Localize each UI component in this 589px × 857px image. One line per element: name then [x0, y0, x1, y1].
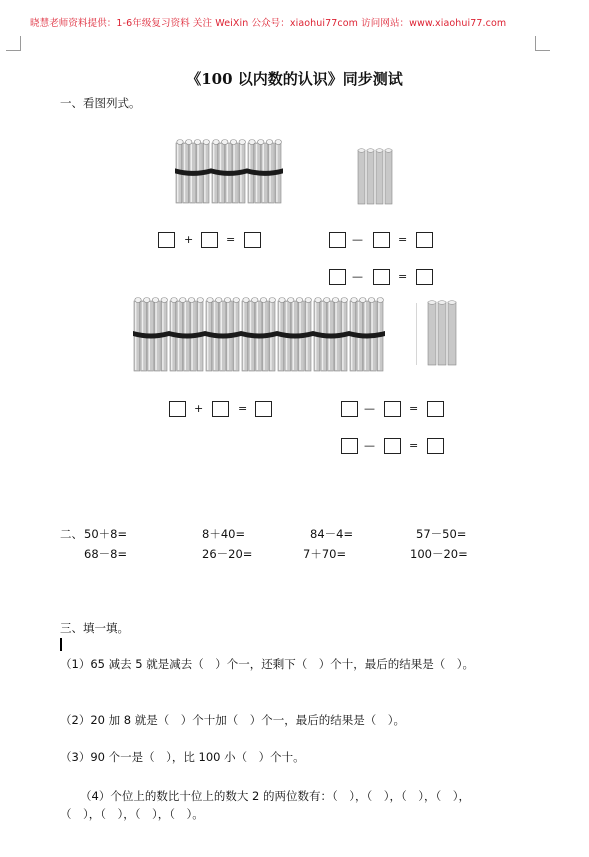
equals-sign: = — [226, 233, 236, 246]
answer-box[interactable] — [384, 401, 401, 417]
question-3: （3）90 个一是（ ），比 100 小（ ）个十。 — [60, 750, 305, 764]
question-4-line1: （4）个位上的数比十位上的数大 2 的两位数有：（ ），（ ），（ ），（ ）， — [80, 789, 470, 803]
calc-item: 8＋40= — [202, 527, 246, 541]
crop-mark-right — [535, 36, 550, 51]
single-stick — [358, 149, 365, 204]
single-stick — [448, 301, 456, 365]
header-watermark: 晓慧老师资料提供：1-6年级复习资料 关注 WeiXin 公众号：xiaohui77com 访问网站：www.xiaohui77.com — [30, 18, 507, 29]
answer-box[interactable] — [255, 401, 272, 417]
question-4-line2: （ ），（ ），（ ），（ ）。 — [60, 807, 204, 821]
equals-sign: = — [238, 402, 248, 415]
answer-box[interactable] — [169, 401, 186, 417]
equals-sign: = — [409, 402, 419, 415]
divider — [416, 303, 417, 365]
equals-sign: = — [398, 270, 408, 283]
sticks-graphic-3 — [427, 300, 457, 366]
stick-bundle — [247, 140, 283, 204]
calc-item: 68－8= — [84, 547, 128, 561]
stick-bundle — [241, 298, 277, 372]
equals-sign: = — [398, 233, 408, 246]
stick-bundle — [175, 140, 211, 204]
answer-box[interactable] — [341, 401, 358, 417]
minus-sign: — — [352, 233, 363, 246]
answer-box[interactable] — [373, 269, 390, 285]
stick-bundle — [169, 298, 205, 372]
answer-box[interactable] — [427, 438, 444, 454]
page-title: 《100 以内数的认识》同步测试 — [186, 70, 403, 88]
answer-box[interactable] — [201, 232, 218, 248]
bundle-group-row2 — [133, 296, 385, 372]
stick-bundle — [313, 298, 349, 372]
sticks-group-row2 — [427, 300, 457, 366]
section2-heading: 二、 — [60, 527, 83, 541]
plus-sign: + — [194, 402, 204, 415]
calc-item: 100－20= — [410, 547, 468, 561]
answer-box[interactable] — [416, 232, 433, 248]
answer-box[interactable] — [329, 232, 346, 248]
answer-box[interactable] — [427, 401, 444, 417]
plus-sign: + — [184, 233, 194, 246]
stick-bundle — [277, 298, 313, 372]
answer-box[interactable] — [329, 269, 346, 285]
answer-box[interactable] — [244, 232, 261, 248]
calc-item: 50＋8= — [84, 527, 128, 541]
stick-bundle — [205, 298, 241, 372]
minus-sign: — — [364, 402, 375, 415]
single-stick — [438, 301, 446, 365]
text-cursor — [60, 638, 62, 651]
answer-box[interactable] — [416, 269, 433, 285]
question-1: （1）65 减去 5 就是减去（ ）个一，还剩下（ ）个十，最后的结果是（ ）。 — [60, 657, 474, 671]
bundle-group-row1 — [175, 138, 285, 204]
answer-box[interactable] — [384, 438, 401, 454]
crop-mark-left — [6, 36, 21, 51]
minus-sign: — — [364, 439, 375, 452]
stick-bundle — [211, 140, 247, 204]
bundle-graphic-3 — [175, 138, 285, 204]
stick-bundle — [133, 298, 169, 372]
sticks-graphic-4 — [357, 148, 393, 205]
single-stick — [428, 301, 436, 365]
single-stick — [367, 149, 374, 204]
answer-box[interactable] — [158, 232, 175, 248]
single-stick — [385, 149, 392, 204]
calc-item: 84－4= — [310, 527, 354, 541]
minus-sign: — — [352, 270, 363, 283]
calc-item: 57－50= — [416, 527, 467, 541]
answer-box[interactable] — [373, 232, 390, 248]
question-2: （2）20 加 8 就是（ ）个十加（ ）个一，最后的结果是（ ）。 — [60, 713, 405, 727]
answer-box[interactable] — [341, 438, 358, 454]
single-stick — [376, 149, 383, 204]
answer-box[interactable] — [212, 401, 229, 417]
sticks-group-row1 — [357, 148, 393, 205]
stick-bundle — [349, 298, 385, 372]
equals-sign: = — [409, 439, 419, 452]
section1-heading: 一、看图列式。 — [60, 96, 141, 110]
calc-item: 7＋70= — [303, 547, 347, 561]
section3-heading: 三、填一填。 — [60, 621, 129, 635]
calc-item: 26－20= — [202, 547, 253, 561]
bundle-graphic-7 — [133, 296, 385, 372]
